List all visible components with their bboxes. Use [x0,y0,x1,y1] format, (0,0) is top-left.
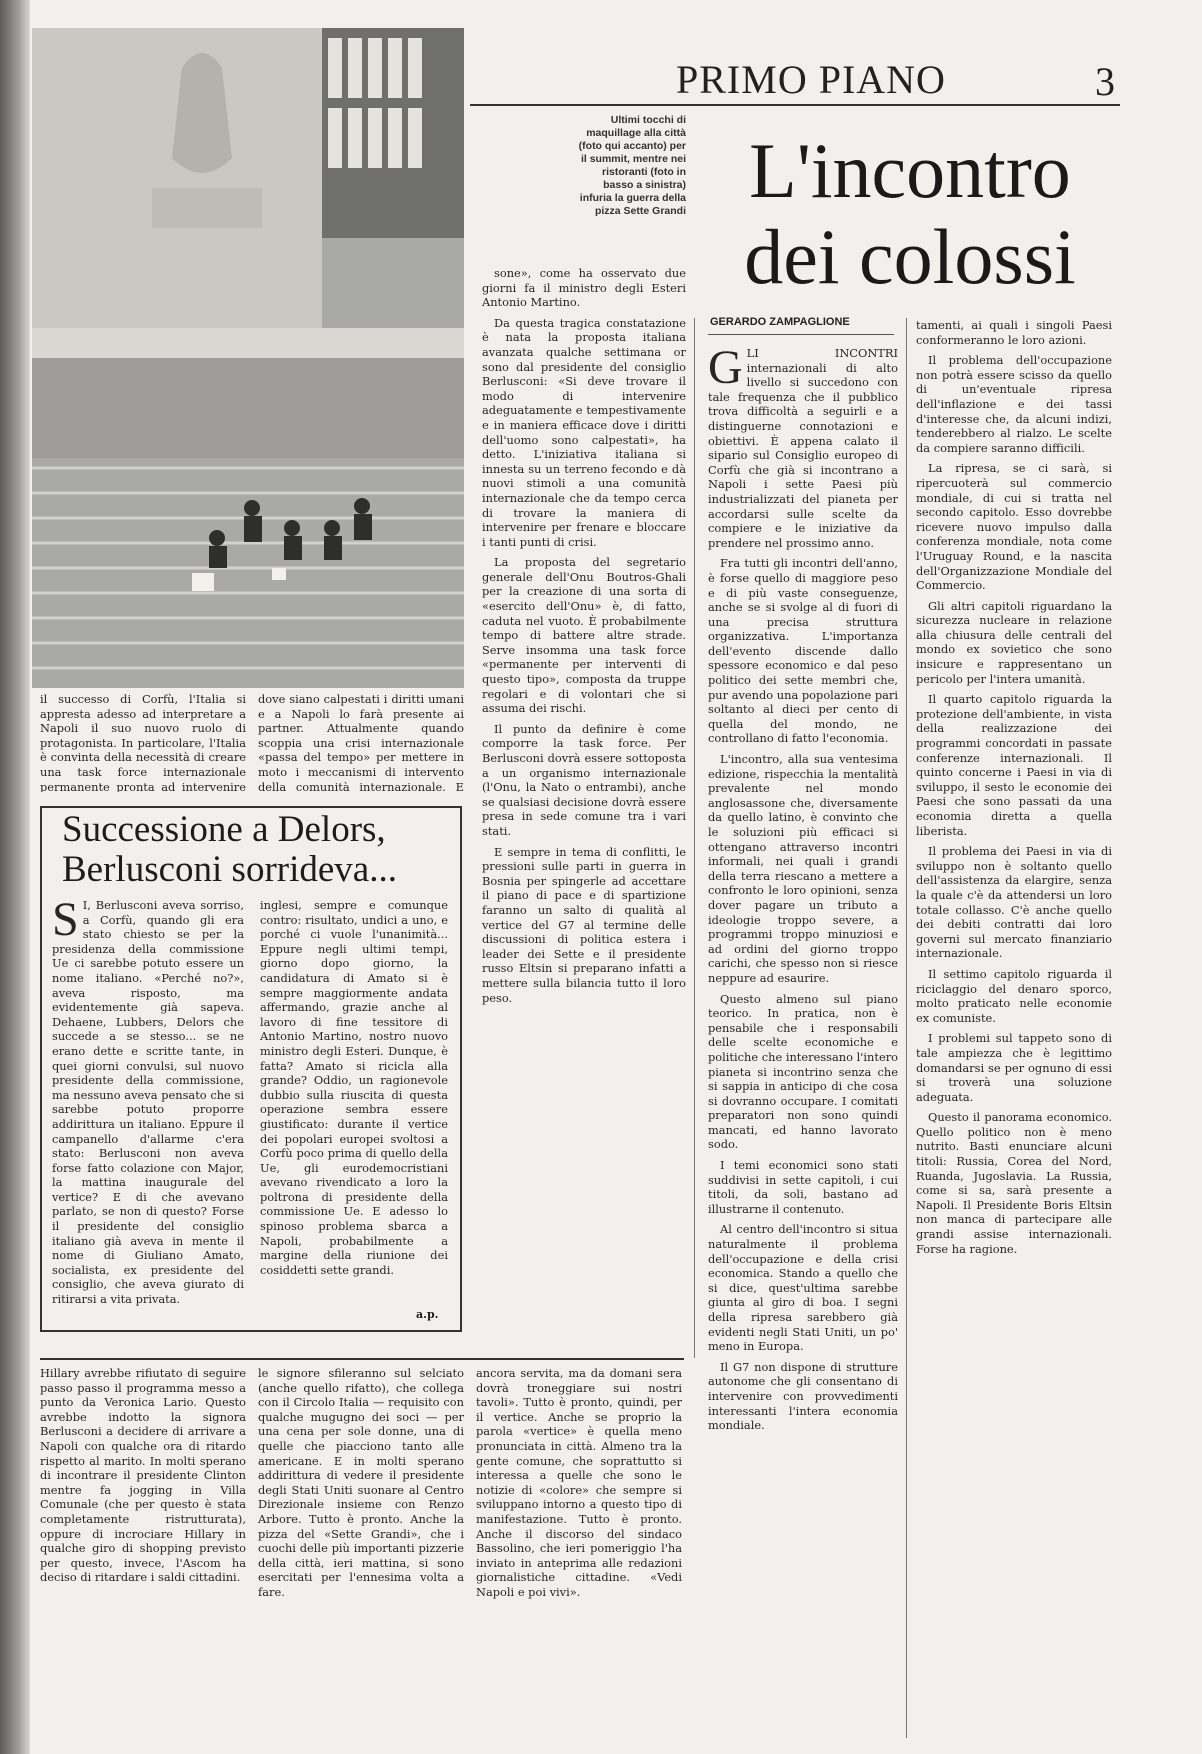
bottom-column-a [40,1366,246,1746]
main-paragraph: Al centro dell'incontro si situa naturalmente il problema dell'occupazione e della crisi economica. Stando a quello che si dice, quest'ultima sarebbe giunta al giro di boa. I segni della ripresa sarebbero già evidenti negli Stati Uniti, un po' meno in Europa. [708,1222,898,1354]
main-headline [705,128,1115,300]
main-paragraph: Questo almeno sul piano teorico. In pratica, non è pensabile che i responsabili delle scelte economiche e politiche che interessano l'intero pianeta si incontrino senza che si sappia in anticipo di che cosa si dovranno occupare. I comitati preparatori non sono quindi mancati, ed hanno lavorato sodo. [708,991,898,1152]
bottom-column-c [476,1366,682,1746]
lead-paragraph: dove siano calpestati i diritti umani e a Napoli lo farà presente ai partner. Attualmente quando scoppia una crisi internazionale «passa del tempo» per mettere in moto i meccanismi di intervento della comunità internazionale. E [258,692,464,792]
middle-column [482,266,686,1351]
page-binding-shadow [0,0,30,1754]
box-column-a [52,898,244,1318]
lead-column-a [40,692,246,792]
page-number: 3 [1095,59,1115,104]
main-paragraph: Il settimo capitolo riguarda il riciclaggio del denaro sporco, molto praticato nelle economie ex comuniste. [916,966,1112,1025]
middle-paragraph: Da questa tragica constatazione è nata la proposta italiana avanzata qualche settimana or sono dal presidente del consiglio Berlusconi: «Si deve trovare il modo di intervenire adeguatamente e tempestivamente e in maniera efficace dove i diritti dell'uomo sono calpestati», ha detto. L'iniziativa italiana si innesta su un terreno fecondo e dà nuovi stimoli a una comunità internazionale che da tempo cerca di trovare la maniera di intervenire per frenare e bloccare i tanti punti di crisi. [482,315,686,549]
main-paragraph: La ripresa, se ci sarà, si ripercuoterà sul commercio mondiale, di cui si tratta nel secondo capitolo. Esso dovrebbe ricevere nuovo impulso dalla conferenza mondiale, nota come l'Uruguay Round, e la nascita dell'Organizzazione Mondiale del Commercio. [916,461,1112,593]
main-paragraph: Il quarto capitolo riguarda la protezione dell'ambiente, in vista della realizzazione dei programmi concordati in passate conferenze internazionali. Il quinto concerne i Paesi in via di sviluppo, il sesto le economie dei Paesi che sono passati da una economia diretta a quella liberista. [916,692,1112,838]
column-divider [906,318,907,1738]
section-title: PRIMO PIANO [676,57,946,102]
main-paragraph: Il problema dei Paesi in via di sviluppo non è soltanto quello dell'assistenza da elargire, senza la quale c'è da attendersi un loro totale collasso. C'è anche quello dei debiti contratti dai loro governi sul mercato finanziario internazionale. [916,844,1112,961]
main-paragraph: tamenti, ai quali i singoli Paesi conformeranno le loro azioni. [916,318,1112,347]
lead-paragraph: il successo di Corfù, l'Italia si appresta adesso ad interpretare a Napoli il suo nuovo ruolo di protagonista. In particolare, l'Italia è convinta della necessità di creare una task force internazionale permanente pronta ad intervenire [40,692,246,792]
column-divider [694,318,695,1358]
middle-paragraph: sone», come ha osservato due giorni fa il ministro degli Esteri Antonio Martino. [482,266,686,310]
photo-illustration [32,28,464,688]
box-paragraph-text: I, Berlusconi aveva sorriso, a Corfù, quando gli era stato chiesto se per la presidenza della commissione Ue ci sarebbe potuto essere un nome italiano. «Perché no?», aveva risposto, ma evidentemente già sapeva. Dehaene, Lubbers, Delors che succede a se stesso... se ne erano dette e scritte tante, in quei giorni convulsi, sul nuovo presidente della commissione, ma nessuno aveva pensato che si sarebbe potuto proporre addirittura un italiano. Eppure il campanello d'allarme c'era stato: Berlusconi non aveva forse fatto colazione con Major, la mattina inaugurale del vertice? E di che avevano parlato, se non di questo? Forse il presidente del consiglio italiano già aveva in mente il nome di Giuliano Amato, socialista, ex presidente del consiglio, che aveva giurato di ritirarsi a vita privata. [52,898,244,1307]
main-paragraph: Fra tutti gli incontri dell'anno, è forse quello di maggiore peso e di più vaste conseguenze, anche se si svolge al di fuori di una precisa struttura organizzativa. L'importanza dell'evento discende dallo spessore economico e dal peso politico dei sette membri che, pur avendo una popolazione pari soltanto al dieci per cento di quella del mondo, ne controllano di fatto l'economia. [708,556,898,746]
box-headline: Successione a Delors, Berlusconi sorrideva... [62,809,397,890]
main-paragraph: I problemi sul tappeto sono di tale ampiezza che è legittimo domandarsi se per ognuno di essi si troverà una soluzione adeguata. [916,1031,1112,1104]
dropcap: G [708,346,743,394]
box-paragraph: inglesi, sempre e comunque contro: risultato, undici a uno, e porché ci vuole l'unanimità... Eppure negli ultimi tempi, giorno dopo giorno, la candidatura di Amato si è sempre maggiormente andata affermando, grazie anche al lavoro di fine tessitore di Antonio Martino, nostro nuovo ministro degli Esteri. Dunque, è fatta? Amato si ricicla alla grande? Oddio, un ragionevole dubbio sulla riuscita di questa operazione sembra essere giustificato: durante il vertice dei popolari europei svoltosi a Corfù poco prima di quello della Ue, gli eurodemocristiani avevano rivendicato a loro la poltrona di presidente della commissione Ue. E adesso lo spinoso problema sbarca a Napoli, probabilmente a margine della riunione dei cosiddetti sette grandi. [260,898,448,1277]
middle-paragraph: E sempre in tema di conflitti, le pressioni sulle parti in guerra in Bosnia per spingerle ad accettare il piano di pace e di spartizione faranno un salto di qualità al vertice del G7 al termine delle discussioni di politica estera i leader dei Sette e il presidente russo Eltsin si preparano infatti a mettere sulla bilancia tutto il loro peso. [482,844,686,1005]
main-paragraph: Questo il panorama economico. Quello politico non è meno nutrito. Basti enunciare alcuni titoli: Russia, Corea del Nord, Ruanda, Jugoslavia. La Russia, come si sa, sarà presente a Napoli. Il Presidente Boris Eltsin non manca di partecipare alle grandi assise internazionali. Forse ha ragione. [916,1110,1112,1256]
headline-line-1: L'incontro [749,127,1071,214]
main-paragraph: L'incontro, alla sua ventesima edizione, rispecchia la mentalità prevalente nel mondo anglosassone che, diversamente da quello latino, è convinto che le soluzioni più efficaci si ottengano attraverso incontri informali, nei quali i grandi della terra riescano a mettere a confronto le loro opinioni, senza dover pagare un tributo a ideologie troppo severe, a programmi troppo minuziosi e ad ordini del giorno troppo carichi, che spesso non si riesce neppure ad esaurire. [708,752,898,985]
photo-caption: Ultimi tocchi di maquillage alla città (foto qui accanto) per il summit, mentre nei ristoranti (foto in basso a sinistra) infuria la guerra della pizza Sette Grandi [578,114,686,217]
headline-line-2: dei colossi [744,213,1076,300]
byline: GERARDO ZAMPAGLIONE [710,316,850,328]
middle-paragraph: La proposta del segretario generale dell'Onu Boutros-Ghali per la creazione di una sorta di «esercito dell'Onu» è, di fatto, caduta nel vuoto. È probabilmente tempo di battere altre strade. Serve insomma una task force «permanente per interventi di questo tipo», composta da truppe regolari e di volontari che si assuma dei rischi. [482,555,686,716]
main-article-column-2 [916,318,1112,1746]
box-column-b [260,898,448,1302]
lead-column-b [258,692,464,792]
main-paragraph: Il G7 non dispone di strutture autonome che gli consentano di intervenire con provvedimenti interessanti l'intera economia mondiale. [708,1359,898,1433]
header-rule [470,104,1120,106]
box-dropcap: S [52,898,79,946]
byline-rule [708,334,894,335]
bottom-paragraph: ancora servita, ma da domani sera dovrà troneggiare sui nostri tavoli». Tutto è pronto, quindi, per il vertice. Anche se proprio la parola «vertice» è quella meno pronunciata in città. Almeno tra la gente comune, che soprattutto si interessa a quelle che sono le notizie di «colore» che sempre si sviluppano intorno a questo tipo di manifestazione. Tutto è pronto. Anche il discorso del sindaco Bassolino, che ieri pomeriggio l'ha inviato in anteprima alle redazioni giornalistiche cittadine. «Vedi Napoli e poi vivi». [476,1366,682,1599]
bottom-paragraph: Hillary avrebbe rifiutato di seguire passo passo il programma messo a punto da Veronica Lario. Questo avrebbe indotto la signora Berlusconi a decidere di arrivare a Napoli con qualche ora di ritardo rispetto al marito. In molti sperano di incontrare il presidente Clinton mentre fa jogging in Villa Comunale (che per questo è stata completamente ristrutturata), oppure di incrociare Hillary in qualche giro di shopping previsto per questo, invece, l'Ascom ha deciso di ritardare i saldi cittadini. [40,1366,246,1585]
box-signature: a.p. [416,1308,439,1321]
main-paragraph: I temi economici sono stati suddivisi in sette capitoli, i cui titoli, da soli, bastano ad illustrarne il contenuto. [708,1158,898,1216]
main-paragraph-text: LI INCONTRI internazionali di alto livello si succedono con tale frequenza che il pubblico trova difficoltà a seguirli e a distinguerne connotazioni e obiettivi. È appena calato il sipario sul Consiglio europeo di Corfù che già si incontrano a Napoli i sette Paesi più industrializzati del pianeta per accordarsi sulle scelte da compiere e le iniziative da prendere nel prossimo anno. [708,346,898,550]
box-paragraph [52,898,244,1307]
main-paragraph: Gli altri capitoli riguardano la sicurezza nucleare in relazione alla chiusura delle centrali del mondo ex sovietico che sono insicure e rappresentano un pericolo per l'intera umanità. [916,598,1112,686]
summit-preparation-photo [32,28,464,688]
bottom-rule [40,1358,684,1360]
main-paragraph: Il problema dell'occupazione non potrà essere scisso da quello di un'eventuale ripresa dell'inflazione e dei tassi d'interesse che, da alcuni indizi, tenderebbero al rialzo. Le scelte da compiere saranno difficili. [916,353,1112,455]
main-paragraph [708,346,898,550]
bottom-paragraph: le signore sfileranno sul selciato (anche quello rifatto), che collega con il Circolo Italia — requisito con qualche mugugno dei soci — per una cena per sole donne, una di quelle che piacciono tanto alle americane. E in molti sperano addirittura di vedere il presidente degli Stati Uniti suonare al Centro Direzionale insieme con Renzo Arbore. Tutto è pronto. Anche la pizza del «Sette Grandi», che i cuochi delle più importanti pizzerie della città, ieri mattina, si sono esercitati per l'ennesima volta a fare. [258,1366,464,1599]
middle-paragraph: Il punto da definire è come comporre la task force. Per Berlusconi dovrà essere sottoposta a un organismo internazionale (l'Onu, la Nato o entrambi), anche se qualsiasi decisione dovrà essere presa in sede comune tra i vari stati. [482,721,686,838]
bottom-column-b [258,1366,464,1746]
main-article-column-1 [708,346,898,1746]
